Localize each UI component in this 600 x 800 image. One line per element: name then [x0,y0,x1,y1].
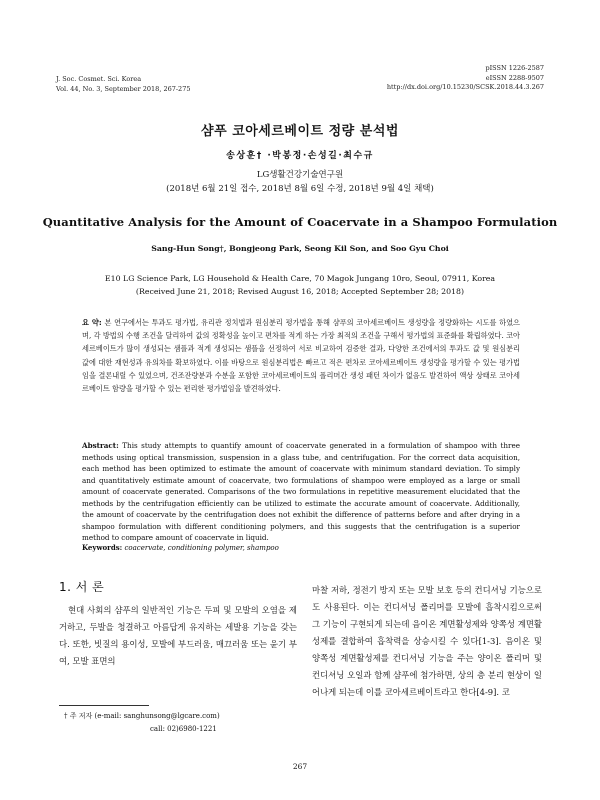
footnote-call: call: 02)6980-1221 [150,724,217,733]
journal-name: J. Soc. Cosmet. Sci. Korea [56,75,142,83]
english-abstract-text: This study attempts to quantify amount of coacervate generated in a formulation of shampoo with three methods using optical transmission, suspension in a glass tube, and centrifugation. For the correct data acquisition, each method has been optimized to estimate the amount of coacervate with minimum standard deviation. To simply and quantitatively estimate amount of coacervate, two formulations of shampoo were employed as a large or small amount of coacervate generated. Comparisons of the two formulations in repetitive measurement elucidated that the methods by the centrifugation efficiently can be utilized to estimate the accurate amount of coacervate. Additionally, the amount of coacervate by the centrifugation does not exhibit the difference of patterns before and after drying in a shampoo formulation with different conditioning polymers, and this suggests that the centrifugation is a superior method to compare amount of coacervate in liquid. [82,441,520,542]
doi-link[interactable]: http://dx.doi.org/10.15230/SCSK.2018.44.3.267 [386,83,544,91]
english-dates: (Received June 21, 2018; Revised August 16, 2018; Accepted September 28; 2018) [135,286,465,296]
footnote [64,710,220,735]
keywords-label: Keywords: [82,543,123,552]
english-authors: Sang-Hun Song†, Bongjeong Park, Seong Kil Son, and Soo Gyu Choi [151,244,449,253]
korean-authors: 송상훈† ·박봉정·손성길·최수규 [226,151,374,161]
korean-title: 샴푸 코아세르베이트 정량 분석법 [201,124,399,139]
english-abstract [82,440,520,544]
korean-affiliation: LG생활건강기술연구원 [256,170,344,180]
journal-volume: Vol. 44, No. 3, September 2018, 267-275 [56,84,191,93]
footnote-divider [59,705,149,706]
body-column-left: 현대 사회의 샴푸의 일반적인 기능은 두피 및 모발의 오염을 제거하고, 두발을 청결하고 아름답게 유지하는 세발용 기능을 갖는다. 또한, 빗질의 용이성, 모발에 부드러움, 매끄러움 또는 윤기 부여, 모발 표면의 [59,605,297,666]
english-affiliation-block [0,273,600,298]
keywords [82,543,279,552]
page-number: 267 [292,762,308,771]
korean-abstract-label: 요 약: [82,318,102,327]
section-heading: 1. 서 론 [59,580,105,594]
english-title: Quantitative Analysis for the Amount of Coacervate in a Shampoo Formulation [42,215,558,229]
journal-citation [56,75,190,94]
pissn: pISSN 1226-2587 [485,64,544,72]
footnote-email: † 주 저자 (e-mail: sanghunsong@lgcare.com) [64,712,220,720]
english-abstract-label: Abstract: [82,441,119,450]
english-affiliation: E10 LG Science Park, LG Household & Health Care, 70 Magok Jungang 10ro, Seoul, 07911, Korea [104,274,496,283]
korean-affiliation-block [0,168,600,196]
body-column-right: 마찰 저하, 정전기 방지 또는 모발 보호 등의 컨디셔닝 기능으로도 사용된다. 이는 컨디셔닝 폴리머를 모발에 흡착시킴으로써 그 기능이 구현되게 되는데 음이온 계면활성제와 양쪽성 계면활성제를 결합하여 흡착력을 상승시킬 수 있다[1-3]. 음이온 및 양쪽성 계면활성제를 컨디셔닝 기능을 주는 양이온 폴리머 및 컨디셔닝 오일과 함께 샴푸에 첨가하면, 상의 층 분리 현상이 일어나게 되는데 이를 코아세르베이트라고 한다[4-9]. 코 [312,585,542,697]
journal-identifiers [387,64,544,93]
keywords-text: coacervate, conditioning polymer, shampoo [124,544,279,552]
eissn: eISSN 2288-9507 [485,73,544,82]
korean-dates: (2018년 6월 21일 접수, 2018년 8월 6일 수정, 2018년 9월 4일 채택) [166,184,434,194]
korean-abstract-text: 본 연구에서는 투과도 평가법, 유리관 정치법과 원심분리 평가법을 통해 샴푸의 코아세르베이트 생성량을 정량화하는 시도를 하였으며, 각 방법의 수행 조건을 달리하여 값의 정확성을 높이고 편차를 적게 하는 가장 최적의 조건을 구해서 평가법의 표준화를 확립하였다. 코아세르베이트가 많이 생성되는 샘플과 적게 생성되는 샘플을 선정하여 서로 비교하여 검증한 결과, 다양한 조건에서의 투과도 값 및 원심분리 값에 대한 재현성과 유의차를 확보하였다. 이를 바탕으로 원심분리법은 빠르고 적은 편차로 코아세르베이트 생성량을 평가할 수 있는 평가법임을 결론내릴 수 있었으며, 건조잔량분과 수분을 포함한 코아세르베이트의 폴리머간 생성 패턴 차이가 없음도 발견하여 액상 상태로 코아세르베이트 함량을 평가할 수 있는 편리한 평가법임을 발견하였다. [82,318,520,394]
korean-abstract [82,316,520,395]
